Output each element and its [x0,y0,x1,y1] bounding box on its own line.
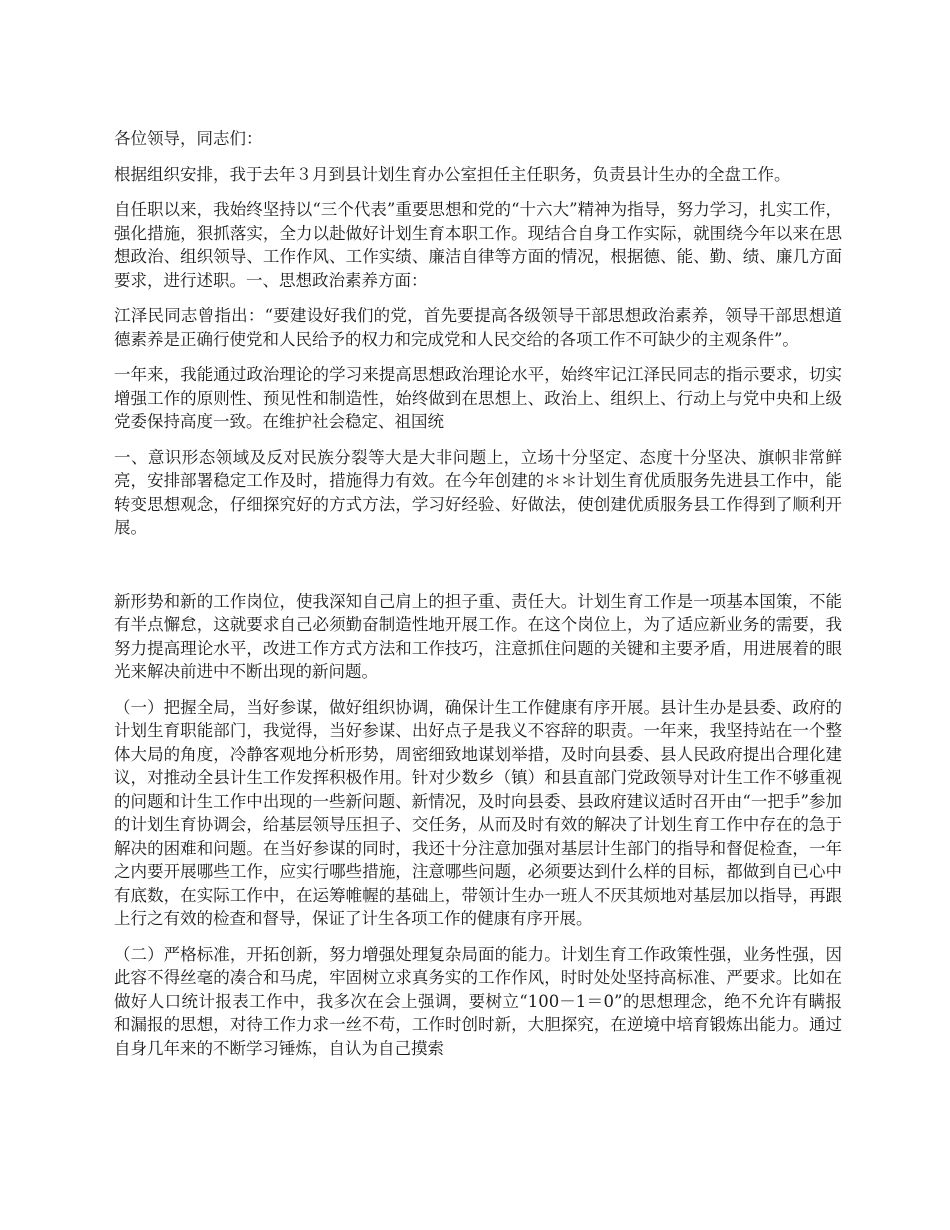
paragraph-section-two: （二）严格标准，开拓创新，努力增强处理复杂局面的能力。计划生育工作政策性强，业务性强，因此容不得丝毫的凑合和马虎，牢固树立求真务实的工作作风，时时处处坚持高标准、严要求。比如在做好人口统计报表工作中，我多次在会上强调，要树立“100－1＝0”的思想理念，绝不允许有瞒报和漏报的思想，对待工作力求一丝不苟，工作时创时新，大胆探究，在逆境中培育锻炼出能力。通过自身几年来的不断学习锤炼，自认为自己摸索 [114,944,842,1058]
paragraph-section-one: （一）把握全局，当好参谋，做好组织协调，确保计生工作健康有序开展。县计生办是县委、政府的计划生育职能部门，我觉得，当好参谋、出好点子是我义不容辞的职责。一年来，我坚持站在一个整体大局的角度，冷静客观地分析形势，周密细致地谋划举措，及时向县委、县人民政府提出合理化建议，对推动全县计生工作发挥积极作用。针对少数乡（镇）和县直部门党政领导对计生工作不够重视的问题和计生工作中出现的一些新问题、新情况，及时向县委、县政府建议适时召开由“一把手”参加的计划生育协调会，给基层领导压担子、交任务，从而及时有效的解决了计划生育工作中存在的急于解决的困难和问题。在当好参谋的同时，我还十分注意加强对基层计生部门的指导和督促检查，一年之内要开展哪些工作，应实行哪些措施，注意哪些问题，必须要达到什么样的目标，都做到自已心中有底数，在实际工作中，在运筹帷幄的基础上，带领计生办一班人不厌其烦地对基层加以指导，再跟上行之有效的检查和督导，保证了计生各项工作的健康有序开展。 [114,697,842,928]
paragraph-political-study: 一年来，我能通过政治理论的学习来提高思想政治理论水平，始终牢记江泽民同志的指示要求，切实增强工作的原则性、预见性和制造性，始终做到在思想上、政治上、组织上、行动上与党中央和上级党委保持高度一致。在维护社会稳定、祖国统 [114,365,842,431]
paragraph-new-post: 新形势和新的工作岗位，使我深知自己肩上的担子重、责任大。计划生育工作是一项基本国策，不能有半点懈怠，这就要求自己必须勤奋制造性地开展工作。在这个岗位上，为了适应新业务的需要，我努力提高理论水平，改进工作方式方法和工作技巧，注意抓住问题的关键和主要矛盾，用进展着的眼光来解决前进中不断出现的新问题。 [114,591,842,681]
paragraph-ideology: 一、意识形态领域及反对民族分裂等大是大非问题上，立场十分坚定、态度十分坚决、旗帜非常鲜亮，安排部署稳定工作及时，措施得力有效。在今年创建的＊＊计划生育优质服务先进县工作中，能转变思想观念，仔细探究好的方式方法，学习好经验、好做法，使创建优质服务县工作得到了顺利开展。 [114,447,842,537]
document-body [114,127,842,1072]
paragraph-assignment: 根据组织安排，我于去年３月到县计划生育办公室担任主任职务，负责县计生办的全盘工作。 [114,164,791,184]
paragraph-quote: 江泽民同志曾指出：“要建设好我们的党，首先要提高各级领导干部思想政治素养，领导干部思想道德素养是正确行使党和人民给予的权力和完成党和人民交给的各项工作不可缺少的主观条件”。 [114,306,842,349]
paragraph-since-appointment: 自任职以来，我始终坚持以“三个代表”重要思想和党的“十六大”精神为指导，努力学习，扎实工作，强化措施，狠抓落实，全力以赴做好计划生育本职工作。现结合自身工作实际，就围绕今年以来在思想政治、组织领导、工作作风、工作实绩、廉洁自律等方面的情况，根据德、能、勤、绩、廉几方面要求，进行述职。一、思想政治素养方面： [114,200,842,290]
greeting: 各位领导，同志们： [114,129,263,148]
